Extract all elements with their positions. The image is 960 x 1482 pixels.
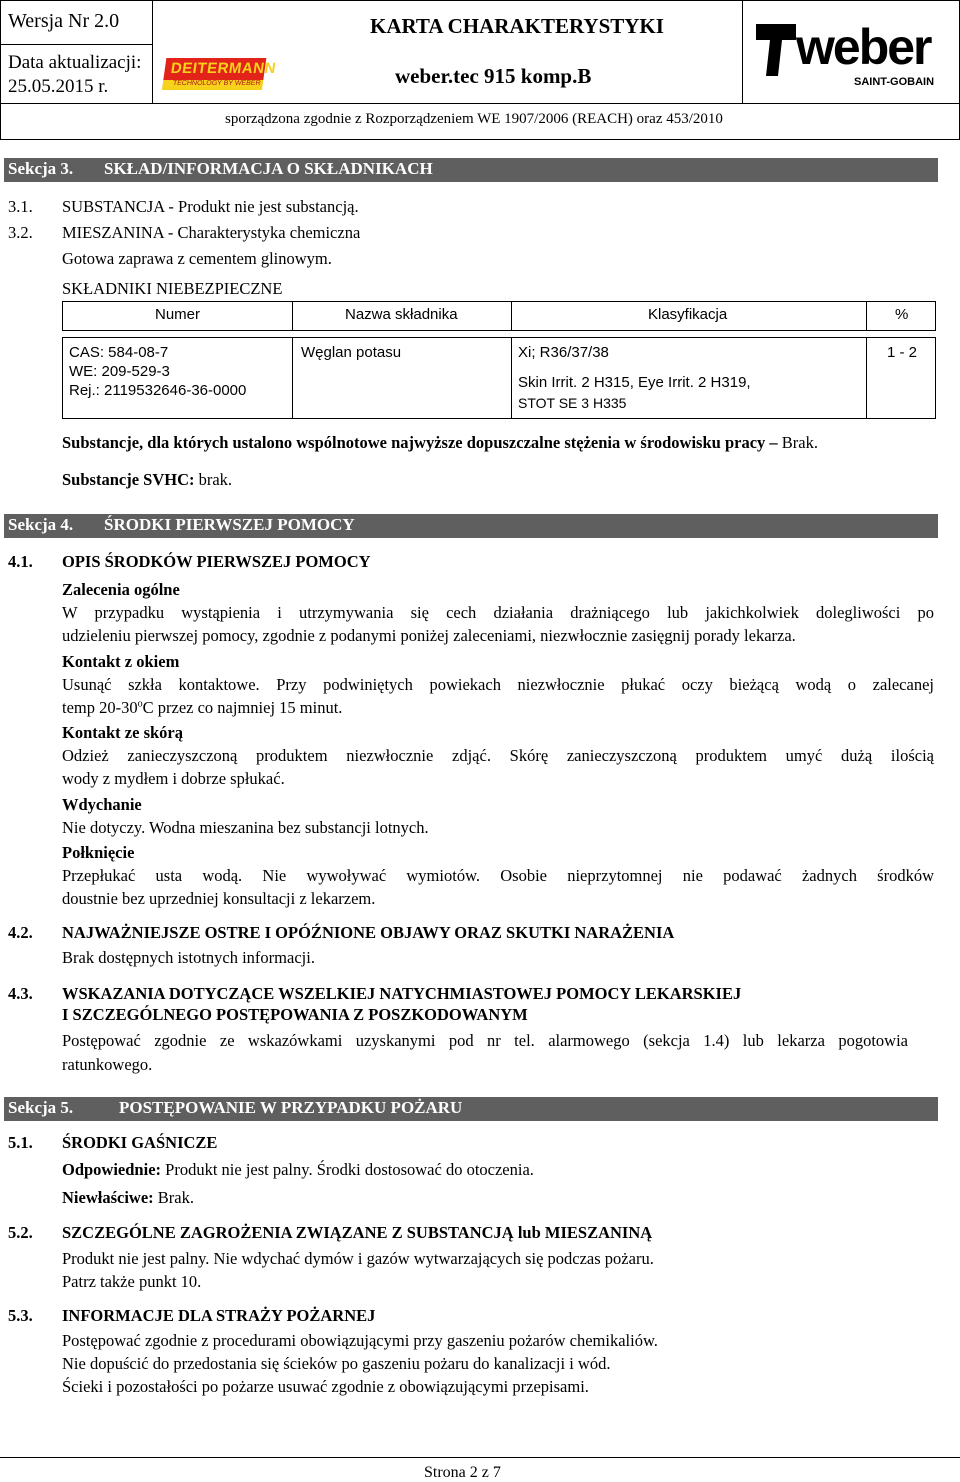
section-3-bar — [4, 158, 938, 182]
page-number: Strona 2 z 7 — [424, 1464, 501, 1481]
header-cell-number: Numer — [62, 301, 293, 331]
weber-logo: weber SAINT-GOBAIN — [754, 18, 944, 88]
general-advice-line-2: udzieleniu pierwszej pomocy, zgodnie z podanymi poniżej zaleceniami, niezwłocznie zasięgnij porady lekarza. — [62, 626, 796, 645]
document-title: KARTA CHARAKTERYSTYKI — [370, 14, 664, 38]
eye-contact-line-1: Usunąć szkła kontaktowe. Przy podwiniętych powiekach niezwłocznie płukać oczy bieżącą wodą o zalecanej — [62, 675, 934, 694]
svhc-statement: Substancje SVHC: brak. — [62, 470, 233, 489]
s43-title-line-1: WSKAZANIA DOTYCZĄCE WSZELKIEJ NATYCHMIASTOWEJ POMOCY LEKARSKIEJ — [62, 984, 742, 1003]
s32-text: MIESZANINA - Charakterystyka chemiczna — [62, 223, 361, 242]
unsuitable-media: Niewłaściwe: Brak. — [62, 1188, 194, 1207]
skin-contact-line-1: Odzież zanieczyszczoną produktem niezwłocznie zdjąć. Skórę zanieczyszczoną produktem umyć dużą ilością — [62, 746, 934, 765]
deitermann-logo: DEITERMANN TECHNOLOGY BY WEBER — [162, 58, 267, 92]
section-4-title: ŚRODKI PIERWSZEJ POMOCY — [104, 515, 355, 534]
s42-number: 4.2. — [8, 923, 33, 942]
dangerous-ingredients-title: SKŁADNIKI NIEBEZPIECZNE — [62, 279, 283, 298]
section-3-title: SKŁAD/INFORMACJA O SKŁADNIKACH — [104, 159, 433, 178]
section-3-label: Sekcja 3. — [8, 159, 74, 178]
s52-number: 5.2. — [8, 1223, 33, 1242]
s52-line-1: Produkt nie jest palny. Nie wdychać dymów i gazów wytwarzających się podczas pożaru. — [62, 1249, 654, 1268]
s51-title: ŚRODKI GAŚNICZE — [62, 1133, 218, 1152]
version-label: Wersja Nr 2.0 — [8, 10, 120, 32]
section-4-label: Sekcja 4. — [8, 515, 74, 534]
ingestion-line-1: Przepłukać usta wodą. Nie wywoływać wymiotów. Osobie nieprzytomnej nie podawać żadnych środków — [62, 866, 934, 885]
update-date-label: Data aktualizacji: — [8, 52, 142, 73]
s32-description: Gotowa zaprawa z cementem glinowym. — [62, 249, 332, 268]
s43-line-2: ratunkowego. — [62, 1055, 153, 1074]
general-advice-line-1: W przypadku wystąpienia i utrzymywania się cech działania drażniącego lub jakichkolwiek dolegliwości po — [62, 603, 934, 622]
header-cell-name: Nazwa składnika — [292, 301, 512, 331]
table-row-identifiers: CAS: 584-08-7 WE: 209-529-3 Rej.: 2119532646-36-0000 — [62, 337, 293, 419]
table-row-classification: Xi; R36/37/38 Skin Irrit. 2 H315, Eye Irrit. 2 H319, STOT SE 3 H335 — [511, 337, 867, 419]
ingestion-line-2: doustnie bez uprzedniej konsultacji z lekarzem. — [62, 889, 376, 908]
general-advice-heading: Zalecenia ogólne — [62, 580, 180, 599]
s43-number: 4.3. — [8, 984, 33, 1003]
s53-line-2: Nie dopuścić do przedostania się ścieków po gaszeniu pożaru do kanalizacji i wód. — [62, 1354, 611, 1373]
table-row-percent: 1 - 2 — [866, 337, 936, 419]
s41-title: OPIS ŚRODKÓW PIERWSZEJ POMOCY — [62, 552, 371, 571]
s51-number: 5.1. — [8, 1133, 33, 1152]
s42-text: Brak dostępnych istotnych informacji. — [62, 948, 315, 967]
s42-title: NAJWAŻNIEJSZE OSTRE I OPÓŹNIONE OBJAWY ORAZ SKUTKI NARAŻENIA — [62, 923, 675, 942]
eye-contact-line-2: temp 20-30$^o$C przez co najmniej 15 minut. — [62, 698, 343, 717]
s32-number: 3.2. — [8, 223, 33, 242]
section-5-bar — [4, 1097, 938, 1121]
s43-line-1: Postępować zgodnie ze wskazówkami uzyskanymi pod nr tel. alarmowego (sekcja 1.4) lub lekarza pogotowia — [62, 1031, 908, 1050]
s41-number: 4.1. — [8, 552, 33, 571]
ingestion-heading: Połknięcie — [62, 843, 135, 862]
inhalation-heading: Wdychanie — [62, 795, 142, 814]
product-name: weber.tec 915 komp.B — [395, 64, 592, 88]
footer-rule — [0, 1457, 960, 1458]
document-header — [0, 0, 960, 140]
weber-mark-icon — [756, 24, 796, 76]
section-5-label: Sekcja 5. — [8, 1098, 74, 1117]
section-4-bar — [4, 514, 938, 538]
s31-text: SUBSTANCJA - Produkt nie jest substancją. — [62, 197, 359, 216]
s53-number: 5.3. — [8, 1306, 33, 1325]
skin-contact-line-2: wody z mydłem i dobrze spłukać. — [62, 769, 285, 788]
suitable-media: Odpowiednie: Produkt nie jest palny. Środki dostosować do otoczenia. — [62, 1160, 534, 1179]
regulation-note: sporządzona zgodnie z Rozporządzeniem WE 1907/2006 (REACH) oraz 453/2010 — [225, 111, 723, 127]
s31-number: 3.1. — [8, 197, 33, 216]
table-row-name: Węglan potasu — [292, 337, 512, 419]
header-cell-percent: % — [866, 301, 936, 331]
s53-line-1: Postępować zgodnie z procedurami obowiązującymi przy gaszeniu pożarów chemikaliów. — [62, 1331, 658, 1350]
skin-contact-heading: Kontakt ze skórą — [62, 723, 183, 742]
header-cell-classification: Klasyfikacja — [511, 301, 867, 331]
eye-contact-heading: Kontakt z okiem — [62, 652, 180, 671]
s53-line-3: Ścieki i pozostałości po pożarze usuwać zgodnie z obowiązującymi przepisami. — [62, 1377, 589, 1396]
s52-line-2: Patrz także punkt 10. — [62, 1272, 202, 1291]
inhalation-line-1: Nie dotyczy. Wodna mieszanina bez substancji lotnych. — [62, 818, 429, 837]
section-5-title: POSTĘPOWANIE W PRZYPADKU POŻARU — [119, 1098, 463, 1117]
s53-title: INFORMACJE DLA STRAŻY POŻARNEJ — [62, 1306, 376, 1325]
s52-title: SZCZEGÓLNE ZAGROŻENIA ZWIĄZANE Z SUBSTANCJĄ lub MIESZANINĄ — [62, 1223, 653, 1242]
nds-statement: Substancje, dla których ustalono wspólnotowe najwyższe dopuszczalne stężenia w środowisku pracy – Brak. — [62, 433, 818, 452]
s43-title-line-2: I SZCZEGÓLNEGO POSTĘPOWANIA Z POSZKODOWANYM — [62, 1005, 528, 1024]
update-date: 25.05.2015 r. — [8, 76, 109, 97]
